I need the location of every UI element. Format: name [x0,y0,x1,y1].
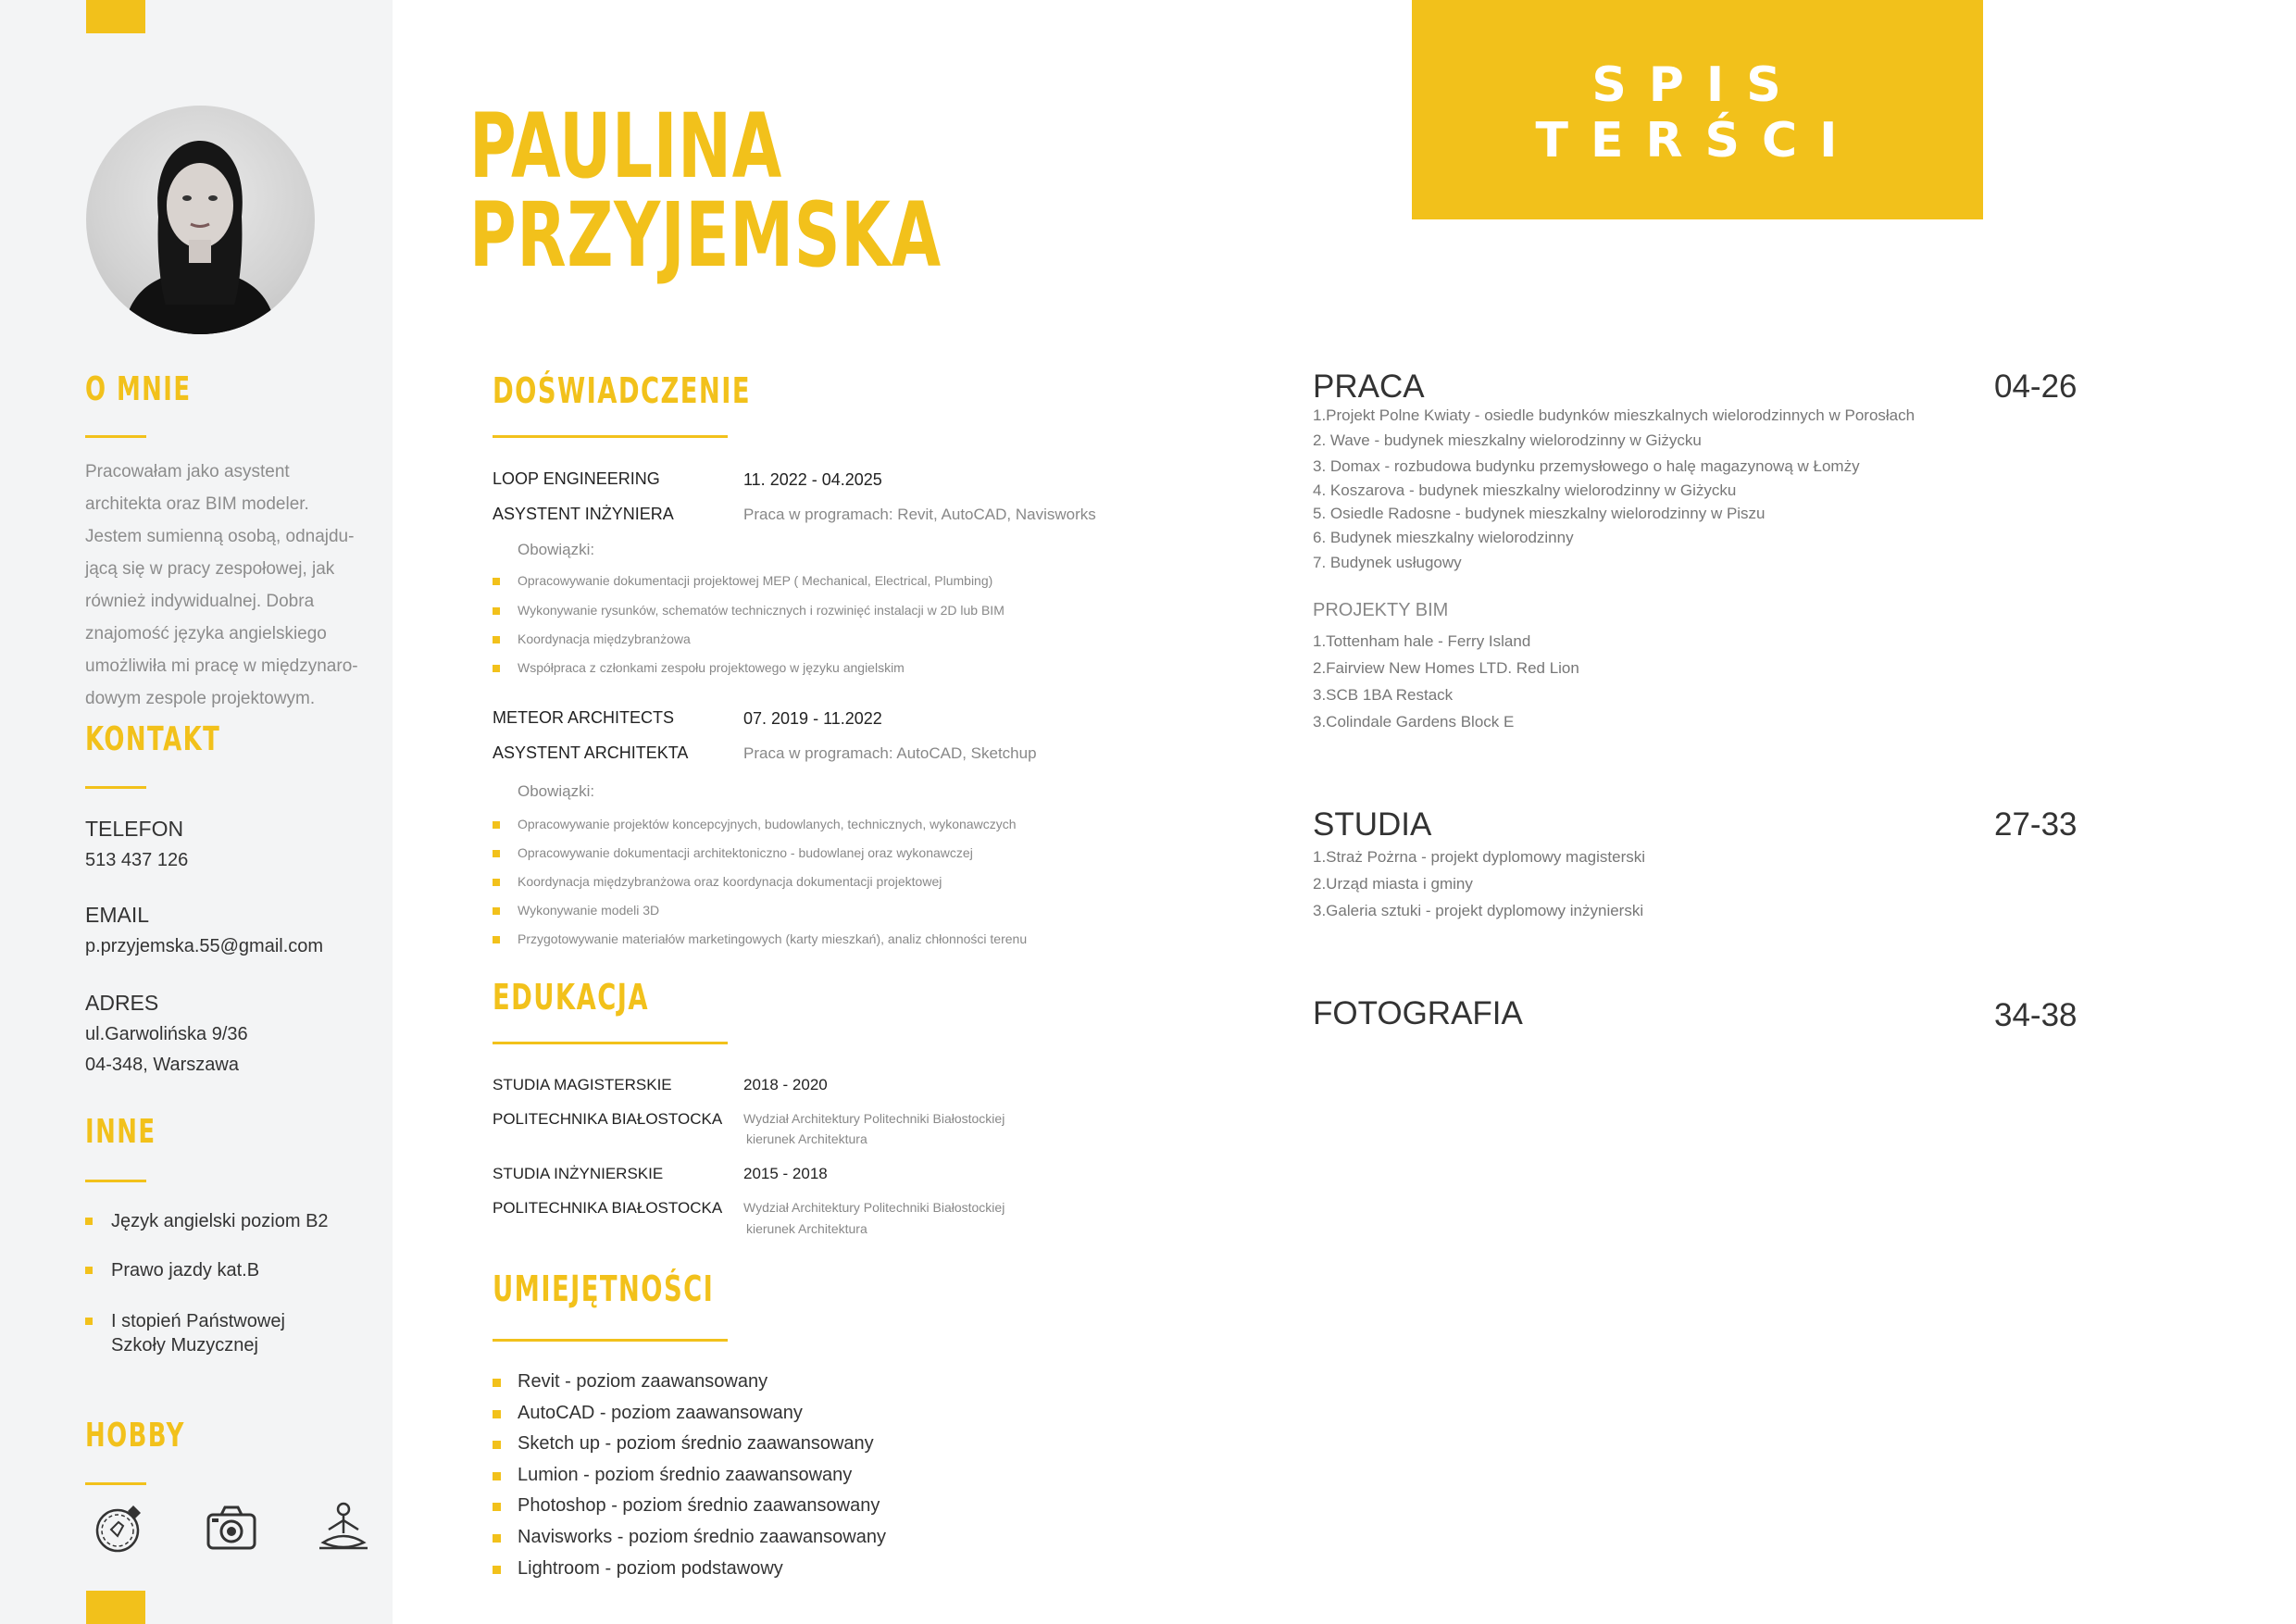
toc-title: SPIS TERŚCI [1535,57,1860,169]
bullet-icon [493,1379,501,1387]
toc-pages-studia: 27-33 [1994,806,2078,843]
avatar [86,106,315,334]
skills-heading: UMIEJĘTNOŚCI [493,1268,715,1309]
education-underline [493,1042,728,1044]
list-item: Lightroom - poziom podstawowy [493,1558,783,1580]
phone-value: 513 437 126 [85,850,189,870]
list-item: Sketch up - poziom średnio zaawansowany [493,1433,874,1455]
bullet-icon [493,578,500,585]
list-item: Prawo jazdy kat.B [85,1258,259,1282]
edu-school: POLITECHNIKA BIAŁOSTOCKA [493,1199,723,1217]
about-line: Jestem sumienną osobą, odnajdu- [85,527,355,546]
yoga-icon [318,1502,369,1554]
travel-icon [93,1502,146,1555]
list-item: Język angielski poziom B2 [85,1209,329,1233]
list-item: Revit - poziom zaawansowany [493,1371,767,1393]
toc-item: 5. Osiedle Radosne - budynek mieszkalny wielorodzinny w Piszu [1313,505,1766,522]
portrait-icon [86,106,315,334]
toc-subsection-bim: PROJEKTY BIM [1313,600,1449,620]
accent-square-bottom [86,1591,145,1624]
bullet-icon [493,821,500,829]
toc-banner [1412,0,1983,219]
address-label: ADRES [85,991,159,1015]
about-line: dowym zespole projektowym. [85,689,316,708]
edu-school: POLITECHNIKA BIAŁOSTOCKA [493,1110,723,1128]
page-title [469,94,942,287]
bullet-icon [493,607,500,615]
email-value: p.przyjemska.55@gmail.com [85,936,324,956]
list-item: Opracowywanie dokumentacji architektoniczno - budowlanej oraz wykonawczej [493,845,973,860]
edu-dates: 2015 - 2018 [743,1165,828,1182]
about-underline [85,435,146,438]
education-heading: EDUKACJA [493,977,649,1018]
toc-section-fotografia: FOTOGRAFIA [1313,995,1523,1031]
toc-item: 3.Colindale Gardens Block E [1313,713,1515,731]
toc-item: 6. Budynek mieszkalny wielorodzinny [1313,529,1574,546]
toc-pages-fotografia: 34-38 [1994,997,2078,1033]
list-item: Navisworks - poziom średnio zaawansowany [493,1527,886,1548]
bullet-icon [493,936,500,943]
toc-section-praca: PRACA [1313,369,1425,405]
list-item: Wykonywanie rysunków, schematów technicznych i rozwinięć instalacji w 2D lub BIM [493,603,1004,618]
phone-label: TELEFON [85,817,184,841]
bullet-icon [493,665,500,672]
edu-faculty: Wydział Architektury Politechniki Białostockiej [743,1111,1005,1126]
job-role: ASYSTENT INŻYNIERA [493,505,674,523]
list-item: I stopień Państwowej Szkoły Muzycznej [85,1309,285,1357]
last-name: PRZYJEMSKA [469,183,942,287]
bullet-icon [493,1410,501,1418]
toc-item: 1.Projekt Polne Kwiaty - osiedle budynków mieszkalnych wielorodzinnych w Porosłach [1313,406,1915,424]
toc-item: 1.Straż Pożrna - projekt dyplomowy magisterski [1313,848,1646,866]
duties-label: Obowiązki: [518,541,595,558]
about-line: umożliwiła mi pracę w międzynaro- [85,656,358,676]
job-software: Praca w programach: AutoCAD, Sketchup [743,744,1037,762]
toc-item: 3.SCB 1BA Restack [1313,686,1454,704]
bullet-icon [493,1503,501,1511]
job-dates: 11. 2022 - 04.2025 [743,470,882,489]
list-item: Opracowywanie dokumentacji projektowej MEP ( Mechanical, Electrical, Plumbing) [493,573,992,588]
about-line: również indywidualnej. Dobra [85,592,315,611]
edu-major: kierunek Architektura [746,1221,867,1236]
experience-heading: DOŚWIADCZENIE [493,370,752,411]
toc-item: 3. Domax - rozbudowa budynku przemysłowego o halę magazynową w Łomży [1313,457,1860,475]
sidebar [0,0,393,1624]
hobby-underline [85,1482,146,1485]
list-item: Przygotowywanie materiałów marketingowych (karty mieszkań), analiz chłonności terenu [493,931,1027,946]
about-heading: O MNIE [85,370,192,408]
edu-degree: STUDIA MAGISTERSKIE [493,1076,672,1093]
bullet-icon [493,1566,501,1574]
bullet-icon [493,850,500,857]
about-line: jącą się w pracy zespołowej, jak [85,559,335,579]
bullet-icon [85,1318,93,1325]
list-item: Lumion - poziom średnio zaawansowany [493,1465,852,1486]
bullet-icon [493,879,500,886]
skills-underline [493,1339,728,1342]
experience-underline [493,435,728,438]
hobby-heading: HOBBY [85,1417,185,1455]
list-item: Koordynacja międzybranżowa [493,631,691,646]
bullet-icon [85,1267,93,1274]
toc-item: 2.Urząd miasta i gminy [1313,875,1473,893]
bullet-icon [493,1472,501,1480]
other-heading: INNE [85,1113,156,1151]
other-underline [85,1180,146,1182]
contact-underline [85,786,146,789]
edu-major: kierunek Architektura [746,1131,867,1146]
list-item: Współpraca z członkami zespołu projektowego w języku angielskim [493,660,905,675]
job-role: ASYSTENT ARCHITEKTA [493,743,689,762]
job-dates: 07. 2019 - 11.2022 [743,709,882,728]
toc-item: 3.Galeria sztuki - projekt dyplomowy inżynierski [1313,902,1644,919]
bullet-icon [493,636,500,643]
toc-section-studia: STUDIA [1313,806,1432,843]
list-item: AutoCAD - poziom zaawansowany [493,1403,803,1424]
edu-faculty: Wydział Architektury Politechniki Białostockiej [743,1200,1005,1215]
about-line: Pracowałam jako asystent [85,462,290,481]
address-line-1: ul.Garwolińska 9/36 [85,1024,248,1044]
toc-item: 2. Wave - budynek mieszkalny wielorodzinny w Giżycku [1313,431,1702,449]
camera-icon [206,1502,257,1554]
address-line-2: 04-348, Warszawa [85,1055,239,1075]
edu-dates: 2018 - 2020 [743,1076,828,1093]
toc-item: 4. Koszarova - budynek mieszkalny wielorodzinny w Giżycku [1313,481,1737,499]
job-company: LOOP ENGINEERING [493,469,660,488]
email-label: EMAIL [85,903,150,927]
duties-label: Obowiązki: [518,782,595,800]
toc-pages-praca: 04-26 [1994,369,2078,405]
list-item: Photoshop - poziom średnio zaawansowany [493,1495,880,1517]
about-line: architekta oraz BIM modeler. [85,494,309,514]
job-software: Praca w programach: Revit, AutoCAD, Navisworks [743,506,1096,523]
list-item: Koordynacja międzybranżowa oraz koordynacja dokumentacji projektowej [493,874,942,889]
accent-square-top [86,0,145,33]
list-item: Opracowywanie projektów koncepcyjnych, budowlanych, technicznych, wykonawczych [493,817,1016,831]
toc-item: 7. Budynek usługowy [1313,554,1462,571]
toc-item: 1.Tottenham hale - Ferry Island [1313,632,1531,650]
edu-degree: STUDIA INŻYNIERSKIE [493,1165,664,1182]
about-line: znajomość języka angielskiego [85,624,327,643]
job-company: METEOR ARCHITECTS [493,708,675,727]
toc-item: 2.Fairview New Homes LTD. Red Lion [1313,659,1579,677]
bullet-icon [493,907,500,915]
bullet-icon [493,1441,501,1449]
list-item: Wykonywanie modeli 3D [493,903,659,918]
bullet-icon [493,1534,501,1543]
first-name: PAULINA [469,94,782,198]
about-text [85,456,368,715]
bullet-icon [85,1218,93,1225]
contact-heading: KONTAKT [85,720,221,758]
